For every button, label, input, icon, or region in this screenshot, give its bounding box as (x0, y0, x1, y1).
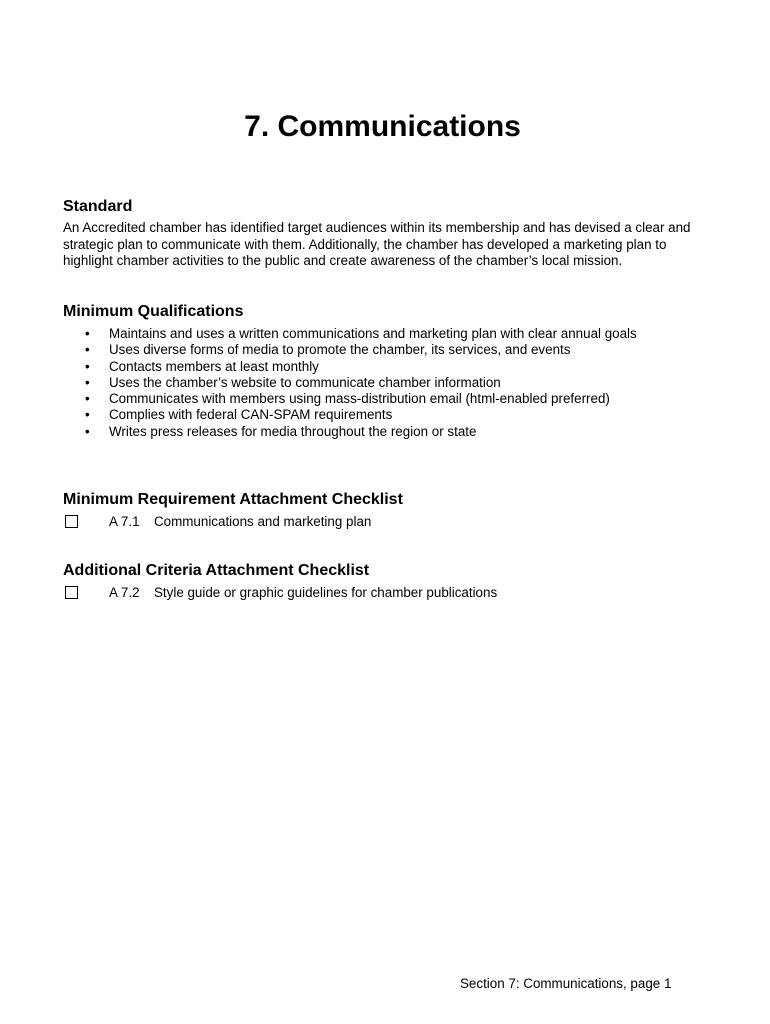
standard-heading: Standard (63, 198, 133, 215)
list-item (63, 375, 637, 391)
checkbox[interactable] (65, 515, 78, 528)
list-item-text: Maintains and uses a written communications and marketing plan with clear annual goals (109, 326, 637, 341)
list-item (63, 407, 637, 423)
list-item-text: Writes press releases for media throughout the region or state (109, 423, 477, 439)
list-item (63, 342, 637, 358)
minimum-qualifications-list (63, 326, 637, 440)
bullet-icon: • (85, 326, 90, 341)
checklist-item-code: A 7.2 (109, 585, 140, 600)
list-item-text: Complies with federal CAN-SPAM requirements (109, 407, 393, 423)
bullet-icon: • (85, 407, 90, 423)
list-item (63, 424, 637, 440)
checklist-item-code: A 7.1 (109, 514, 140, 529)
checklist-item-label: Style guide or graphic guidelines for chamber publications (154, 585, 498, 600)
bullet-icon: • (85, 391, 90, 407)
list-item-text: Uses diverse forms of media to promote the chamber, its services, and events (109, 342, 571, 358)
standard-body: An Accredited chamber has identified target audiences within its membership and has devised a clear and strategic plan to communicate with them. Additionally, the chamber has developed a marketing plan to highlight chamber activities to the public and create awareness of the chamber’s local mission. (63, 220, 691, 269)
list-item-text: Communicates with members using mass-distribution email (html-enabled preferred) (109, 391, 610, 407)
minimum-requirement-checklist-heading: Minimum Requirement Attachment Checklist (63, 491, 403, 508)
bullet-icon: • (85, 358, 90, 374)
bullet-icon: • (85, 342, 90, 358)
additional-criteria-checklist-heading: Additional Criteria Attachment Checklist (63, 562, 370, 579)
list-item-text: Contacts members at least monthly (109, 358, 319, 374)
bullet-icon: • (85, 374, 90, 390)
list-item (63, 326, 637, 342)
checkbox[interactable] (65, 586, 78, 599)
minimum-qualifications-heading: Minimum Qualifications (63, 303, 244, 320)
page-footer: Section 7: Communications, page 1 (460, 976, 672, 991)
bullet-icon: • (85, 423, 90, 439)
list-item-text: Uses the chamber’s website to communicate chamber information (109, 374, 501, 390)
list-item (63, 359, 637, 375)
checklist-item-label: Communications and marketing plan (154, 514, 372, 529)
page-title: 7. Communications (244, 110, 521, 143)
list-item (63, 391, 637, 407)
